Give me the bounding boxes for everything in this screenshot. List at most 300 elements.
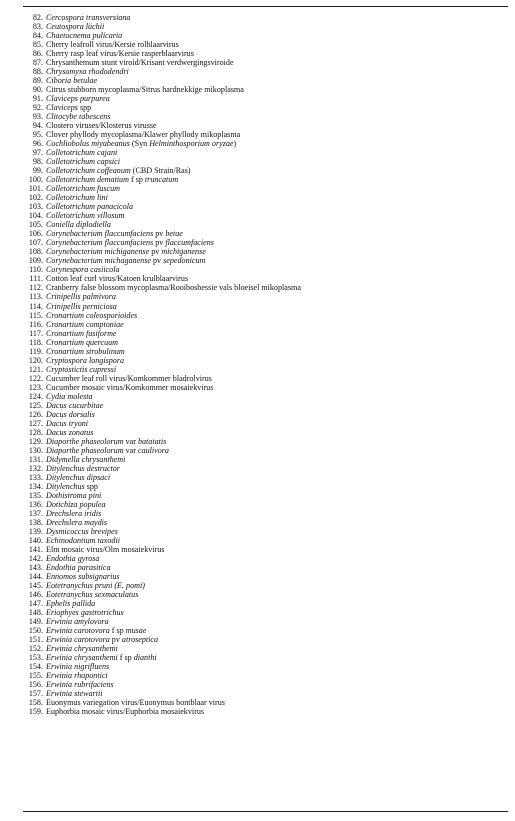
list-item: [24, 292, 508, 301]
scientific-name-text: flaccumfaciens: [165, 238, 214, 248]
entry-name: [46, 220, 111, 229]
list-item: [24, 545, 508, 554]
entry-name: [46, 130, 240, 139]
entry-name: [46, 599, 95, 608]
entry-number: 97.: [32, 148, 43, 158]
entry-name: [46, 238, 214, 247]
scientific-name-text: Colletotrichum coffeanum: [46, 166, 131, 176]
scientific-name-text: Dacus tryoni: [46, 418, 89, 428]
list-item: [24, 698, 508, 707]
entry-number: 141.: [28, 544, 43, 554]
entry-name: [46, 139, 236, 148]
list-item: [24, 283, 508, 292]
entry-number: 91.: [32, 94, 43, 104]
scientific-name-text: Ditylenchus destructor: [46, 463, 120, 473]
entry-name: [46, 653, 157, 662]
plain-text: Cherry rasp leaf virus/Kersie rasperblaarvirus: [46, 49, 194, 59]
entry-name: [46, 58, 234, 67]
list-item: [24, 112, 508, 121]
scientific-name-text: Echinodontium taxodii: [46, 535, 120, 545]
scientific-name-text: Chrysomyxa rhododendri: [46, 67, 129, 77]
entry-number: 129.: [28, 436, 43, 446]
scientific-name-text: Eriophyes gastrotrichus: [46, 608, 124, 618]
entry-number: 93.: [32, 112, 43, 122]
entry-number: 87.: [32, 58, 43, 68]
top-rule: [23, 6, 508, 7]
entry-number: 140.: [28, 535, 43, 545]
list-item: [24, 13, 508, 22]
entry-number: 100.: [28, 175, 43, 185]
entry-number: 139.: [28, 526, 43, 536]
list-item: [24, 572, 508, 581]
scientific-name-text: Colletotrichum lini: [46, 193, 108, 203]
list-item: [24, 157, 508, 166]
entry-name: [46, 274, 188, 283]
list-item: [24, 175, 508, 184]
entry-name: [46, 617, 109, 626]
entry-name: [46, 644, 118, 653]
list-item: [24, 238, 508, 247]
entry-number: 137.: [28, 508, 43, 518]
entry-name: [46, 608, 124, 617]
scientific-name-text: Erwinia amylovora: [46, 617, 109, 627]
plain-text: (Syn: [129, 139, 150, 149]
list-item: [24, 67, 508, 76]
entry-number: 154.: [28, 662, 43, 672]
scientific-name-text: Cronartium coleosporioides: [46, 310, 138, 320]
list-item: [24, 599, 508, 608]
scientific-name-text: Eotetranychus sexmaculatus: [46, 590, 139, 599]
list-item: [24, 94, 508, 103]
entry-name: [46, 689, 102, 698]
entry-number: 123.: [28, 382, 43, 392]
list-item: [24, 220, 508, 229]
list-item: [24, 193, 508, 202]
entry-name: [46, 85, 244, 94]
scientific-name-text: musae: [125, 626, 147, 636]
scientific-name-text: Coniella diplodiella: [46, 220, 111, 230]
scientific-name-text: atroseptica: [121, 635, 159, 645]
list-item: [24, 626, 508, 635]
entry-name: [46, 265, 120, 274]
list-item: [24, 49, 508, 58]
plain-text: pv: [149, 247, 162, 257]
list-item: [24, 166, 508, 175]
entry-number: 98.: [32, 157, 43, 167]
scientific-name-text: Erwinia chrysanthemi: [46, 644, 118, 654]
entry-name: [46, 698, 225, 707]
entry-name: [46, 211, 124, 220]
entry-number: 133.: [28, 472, 43, 482]
scientific-name-text: betae: [165, 229, 183, 239]
list-item: [24, 608, 508, 617]
entry-number: 151.: [28, 635, 43, 645]
entry-number: 132.: [28, 463, 43, 473]
entry-name: [46, 671, 108, 680]
plain-text: Citrus stubborn mycoplasma/Sitrus hardnekkige mikoplasma: [46, 85, 244, 95]
scientific-name-text: Diaporthe phaseolorum: [46, 445, 124, 455]
scientific-name-text: Dacus zonatus: [46, 427, 94, 437]
list-item: [24, 347, 508, 356]
entry-number: 107.: [28, 238, 43, 248]
list-item: [24, 274, 508, 283]
entry-name: [46, 401, 103, 410]
entry-number: 116.: [29, 319, 43, 329]
scientific-name-text: Ennomos subsignarius: [46, 571, 120, 581]
entry-number: 90.: [32, 85, 43, 95]
entry-name: [46, 292, 116, 301]
entry-name: [46, 31, 122, 40]
list-item: [24, 265, 508, 274]
list-item: [24, 31, 508, 40]
entry-number: 88.: [32, 67, 43, 77]
entry-name: [46, 455, 125, 464]
list-item: [24, 428, 508, 437]
entry-name: [46, 67, 129, 76]
entry-number: 94.: [32, 121, 43, 131]
entry-name: [46, 500, 106, 509]
scientific-name-text: Ephelis pallida: [46, 599, 96, 609]
scientific-name-text: Erwinia chrysanthemi: [46, 653, 118, 663]
entry-name: [46, 473, 110, 482]
entry-number: 85.: [32, 40, 43, 50]
entry-number: 134.: [28, 481, 43, 491]
scientific-name-text: Colletotrichum cajani: [46, 148, 118, 158]
scientific-name-text: Cercospora transversiana: [46, 13, 131, 22]
scientific-name-text: Colletotrichum capsici: [46, 157, 120, 167]
plain-text: f sp: [109, 626, 126, 636]
entry-name: [46, 365, 116, 374]
list-item: [24, 40, 508, 49]
plain-text: pv: [153, 229, 166, 239]
list-item: [24, 211, 508, 220]
entry-name: [46, 338, 118, 347]
scientific-name-text: Dacus cucurbitae: [46, 400, 104, 410]
scientific-name-text: Erwinia stewartii: [46, 689, 103, 699]
entry-number: 128.: [28, 427, 43, 437]
scientific-name-text: Ditylenchus: [46, 481, 85, 491]
entry-name: [46, 428, 93, 437]
list-item: [24, 491, 508, 500]
entry-name: [46, 383, 213, 392]
list-item: [24, 617, 508, 626]
plain-text: var: [123, 445, 138, 455]
list-item: [24, 689, 508, 698]
list-item: [24, 509, 508, 518]
entry-name: [46, 635, 158, 644]
organism-list: [24, 13, 508, 716]
list-item: [24, 320, 508, 329]
entry-name: [46, 482, 98, 491]
entry-number: 102.: [28, 193, 43, 203]
entry-number: 127.: [28, 418, 43, 428]
entry-number: 136.: [28, 499, 43, 509]
list-item: [24, 401, 508, 410]
entry-number: 121.: [28, 364, 43, 374]
entry-number: 86.: [32, 49, 43, 59]
entry-number: 159.: [28, 707, 43, 717]
list-item: [24, 527, 508, 536]
plain-text: spp: [77, 103, 92, 113]
entry-name: [46, 76, 97, 85]
scientific-name-text: Erwinia carotovora: [46, 626, 110, 636]
list-item: [24, 22, 508, 31]
entry-number: 146.: [28, 590, 43, 599]
entry-number: 109.: [28, 256, 43, 266]
entry-number: 84.: [32, 31, 43, 41]
plain-text: spp: [84, 481, 98, 491]
entry-number: 106.: [28, 229, 43, 239]
scientific-name-text: Endothia gyrosa: [46, 553, 100, 563]
entry-name: [46, 563, 111, 572]
bottom-rule: [23, 811, 508, 812]
entry-name: [46, 121, 157, 130]
entry-number: 105.: [28, 220, 43, 230]
list-item: [24, 338, 508, 347]
list-item: [24, 103, 508, 112]
scientific-name-text: Chaetocnema pulicaria: [46, 31, 123, 41]
scientific-name-text: Claviceps purpurea: [46, 94, 110, 104]
entry-name: [46, 572, 120, 581]
entry-name: [46, 419, 88, 428]
entry-name: [46, 662, 109, 671]
entry-number: 96.: [32, 139, 43, 149]
list-item: [24, 518, 508, 527]
plain-text: (CBD Strain/Ras): [130, 166, 191, 176]
list-item: [24, 76, 508, 85]
list-item: [24, 229, 508, 238]
scientific-name-text: Endothia parasitica: [46, 562, 111, 572]
entry-name: [46, 437, 166, 446]
entry-number: 147.: [28, 599, 43, 609]
scientific-name-text: Didymella chrysanthemi: [46, 454, 126, 464]
entry-number: 142.: [28, 553, 43, 563]
scientific-name-text: Crinipellis perniciosa: [46, 301, 117, 311]
entry-number: 114.: [29, 301, 43, 311]
entry-number: 120.: [28, 355, 43, 365]
entry-name: [46, 581, 145, 590]
entry-number: 156.: [28, 680, 43, 690]
entry-number: 112.: [29, 283, 43, 293]
scientific-name-text: Cronartium comptoniae: [46, 319, 124, 329]
scientific-name-text: caulivora: [137, 445, 169, 455]
entry-number: 99.: [32, 166, 43, 176]
plain-text: ): [233, 139, 237, 149]
plain-text: Cotton leaf curl virus/Katoen krulblaarvirus: [46, 274, 189, 284]
entry-name: [46, 166, 191, 175]
plain-text: Cherry leafroll virus/Kersie rolblaarvirus: [46, 40, 179, 50]
entry-name: [46, 590, 138, 599]
scientific-name-text: truncatum: [144, 175, 179, 185]
entry-number: 157.: [28, 689, 43, 699]
list-item: [24, 581, 508, 590]
scientific-name-text: Corynebacterium michaganense: [46, 256, 151, 266]
plain-text: Cranberry false blossom mycoplasma/Rooibosbessie vals bloeisel mikoplasma: [46, 283, 301, 293]
scientific-name-text: Colletotrichum dematium: [46, 175, 129, 185]
plain-text: pv: [109, 635, 122, 645]
scientific-name-text: Erwinia carotovora: [46, 635, 110, 645]
scientific-name-text: Colletotrichum fuscum: [46, 184, 120, 194]
entry-number: 135.: [28, 490, 43, 500]
list-item: [24, 671, 508, 680]
entry-name: [46, 22, 104, 31]
scientific-name-text: Colletotrichum villosum: [46, 211, 125, 221]
entry-name: [46, 103, 91, 112]
list-item: [24, 365, 508, 374]
list-item: [24, 329, 508, 338]
list-item: [24, 707, 508, 716]
entry-number: 110.: [29, 265, 43, 275]
plain-text: pv: [153, 238, 166, 248]
scientific-name-text: dianthi: [133, 653, 157, 663]
scientific-name-text: Ciboria betulae: [46, 76, 98, 86]
entry-name: [46, 148, 117, 157]
scientific-name-text: Cronartium fusiforme: [46, 328, 117, 338]
list-item: [24, 311, 508, 320]
entry-number: 152.: [28, 644, 43, 654]
scientific-name-text: Cryptospora longispora: [46, 355, 125, 365]
list-item: [24, 130, 508, 139]
scientific-name-text: Helminthosporium oryzae: [149, 139, 234, 149]
plain-text: Clostero viruses/Klosterus virusse: [46, 121, 157, 131]
entry-name: [46, 509, 101, 518]
list-item: [24, 590, 508, 599]
entry-name: [46, 554, 99, 563]
scientific-name-text: Cronartium strobulinum: [46, 346, 125, 356]
list-item: [24, 121, 508, 130]
entry-number: 104.: [28, 211, 43, 221]
entry-number: 125.: [28, 400, 43, 410]
entry-name: [46, 527, 118, 536]
entry-name: [46, 112, 111, 121]
plain-text: Cucumber leaf roll virus/Komkommer bladrolvirus: [46, 373, 212, 383]
scientific-name-text: Cochliobolus miyabeanus: [46, 139, 130, 149]
scientific-name-text: Dotichiza populea: [46, 499, 106, 509]
scientific-name-text: Claviceps: [46, 103, 78, 113]
list-item: [24, 455, 508, 464]
list-item: [24, 662, 508, 671]
entry-number: 115.: [29, 310, 43, 320]
scientific-name-text: Cryptostictis cupressi: [46, 364, 117, 374]
entry-number: 101.: [28, 184, 43, 194]
entry-name: [46, 464, 120, 473]
entry-name: [46, 392, 93, 401]
scientific-name-text: Erwinia nigrifluens: [46, 662, 110, 672]
scientific-name-text: Erwinia rubrifaciens: [46, 680, 114, 690]
plain-text: Cucumber mosaic virus/Komkommer mosaiekvirus: [46, 382, 214, 392]
scientific-name-text: Diaporthe phaseolorum: [46, 436, 124, 446]
plain-text: pv: [150, 256, 164, 266]
entry-name: [46, 410, 95, 419]
list-item: [24, 536, 508, 545]
list-item: [24, 473, 508, 482]
scientific-name-text: sepedonicum: [163, 256, 206, 266]
entry-number: 144.: [28, 571, 43, 581]
list-item: [24, 464, 508, 473]
list-item: [24, 302, 508, 311]
entry-name: [46, 175, 178, 184]
entry-name: [46, 446, 169, 455]
scientific-name-text: Cydia molesta: [46, 391, 93, 401]
entry-name: [46, 680, 114, 689]
scientific-name-text: batatatis: [137, 436, 167, 446]
list-item: [24, 563, 508, 572]
scientific-name-text: Ditylenchus dipsaci: [46, 472, 111, 482]
entry-number: 113.: [29, 292, 43, 302]
entry-number: 145.: [28, 580, 43, 590]
scientific-name-text: Crinipellis palmivora: [46, 292, 116, 302]
entry-name: [46, 320, 124, 329]
entry-number: 138.: [28, 517, 43, 527]
entry-number: 155.: [28, 671, 43, 681]
entry-name: [46, 184, 120, 193]
scientific-name-text: Clitocybe tabescens: [46, 112, 111, 122]
scientific-name-text: Corynebacterium michiganense: [46, 247, 150, 257]
plain-text: Elm mosaic virus/Olm mosaiekvirus: [46, 544, 165, 554]
scientific-name-text: Dysmicoccus brevipes: [46, 526, 118, 536]
entry-name: [46, 283, 301, 292]
entry-number: 108.: [28, 247, 43, 257]
entry-number: 153.: [28, 653, 43, 663]
plain-text: Euphorbia mosaic virus/Euphorbia mosaiekvirus: [46, 707, 205, 717]
entry-name: [46, 518, 107, 527]
scientific-name-text: Corynebacterium flaccumfaciens: [46, 229, 154, 239]
plain-text: Euonymus variegation virus/Euonymus bontblaar virus: [46, 698, 225, 708]
entry-name: [46, 374, 212, 383]
list-item: [24, 446, 508, 455]
entry-number: 119.: [29, 346, 43, 356]
scientific-name-text: Dothistroma pini: [46, 490, 102, 500]
list-item: [24, 247, 508, 256]
entry-number: 149.: [28, 617, 43, 627]
list-item: [24, 356, 508, 365]
plain-text: Clover phyllody mycoplasma/Klawer phyllody mikoplasma: [46, 130, 241, 140]
entry-name: [46, 311, 137, 320]
list-item: [24, 680, 508, 689]
scientific-name-text: Corynebacterium flaccumfaciens: [46, 238, 154, 248]
list-item: [24, 635, 508, 644]
entry-name: [46, 40, 179, 49]
list-item: [24, 256, 508, 265]
list-item: [24, 554, 508, 563]
entry-name: [46, 94, 110, 103]
entry-name: [46, 157, 120, 166]
entry-name: [46, 202, 133, 211]
scientific-name-text: Ceutospora lüchii: [46, 22, 105, 32]
entry-name: [46, 536, 120, 545]
list-item: [24, 644, 508, 653]
plain-text: var: [123, 436, 138, 446]
list-item: [24, 392, 508, 401]
entry-number: 150.: [28, 626, 43, 636]
entry-number: 117.: [29, 328, 43, 338]
entry-number: 95.: [32, 130, 43, 140]
entry-number: 83.: [32, 22, 43, 32]
entry-number: 103.: [28, 202, 43, 212]
entry-number: 131.: [28, 454, 43, 464]
entry-number: 126.: [28, 409, 43, 419]
scientific-name-text: Drechslera iridis: [46, 508, 102, 518]
entry-name: [46, 49, 194, 58]
entry-number: 92.: [32, 103, 43, 113]
entry-name: [46, 247, 206, 256]
entry-number: 124.: [28, 391, 43, 401]
entry-number: 143.: [28, 562, 43, 572]
entry-name: [46, 707, 204, 716]
entry-number: 122.: [28, 373, 43, 383]
plain-text: f sp: [128, 175, 145, 185]
list-item: [24, 383, 508, 392]
